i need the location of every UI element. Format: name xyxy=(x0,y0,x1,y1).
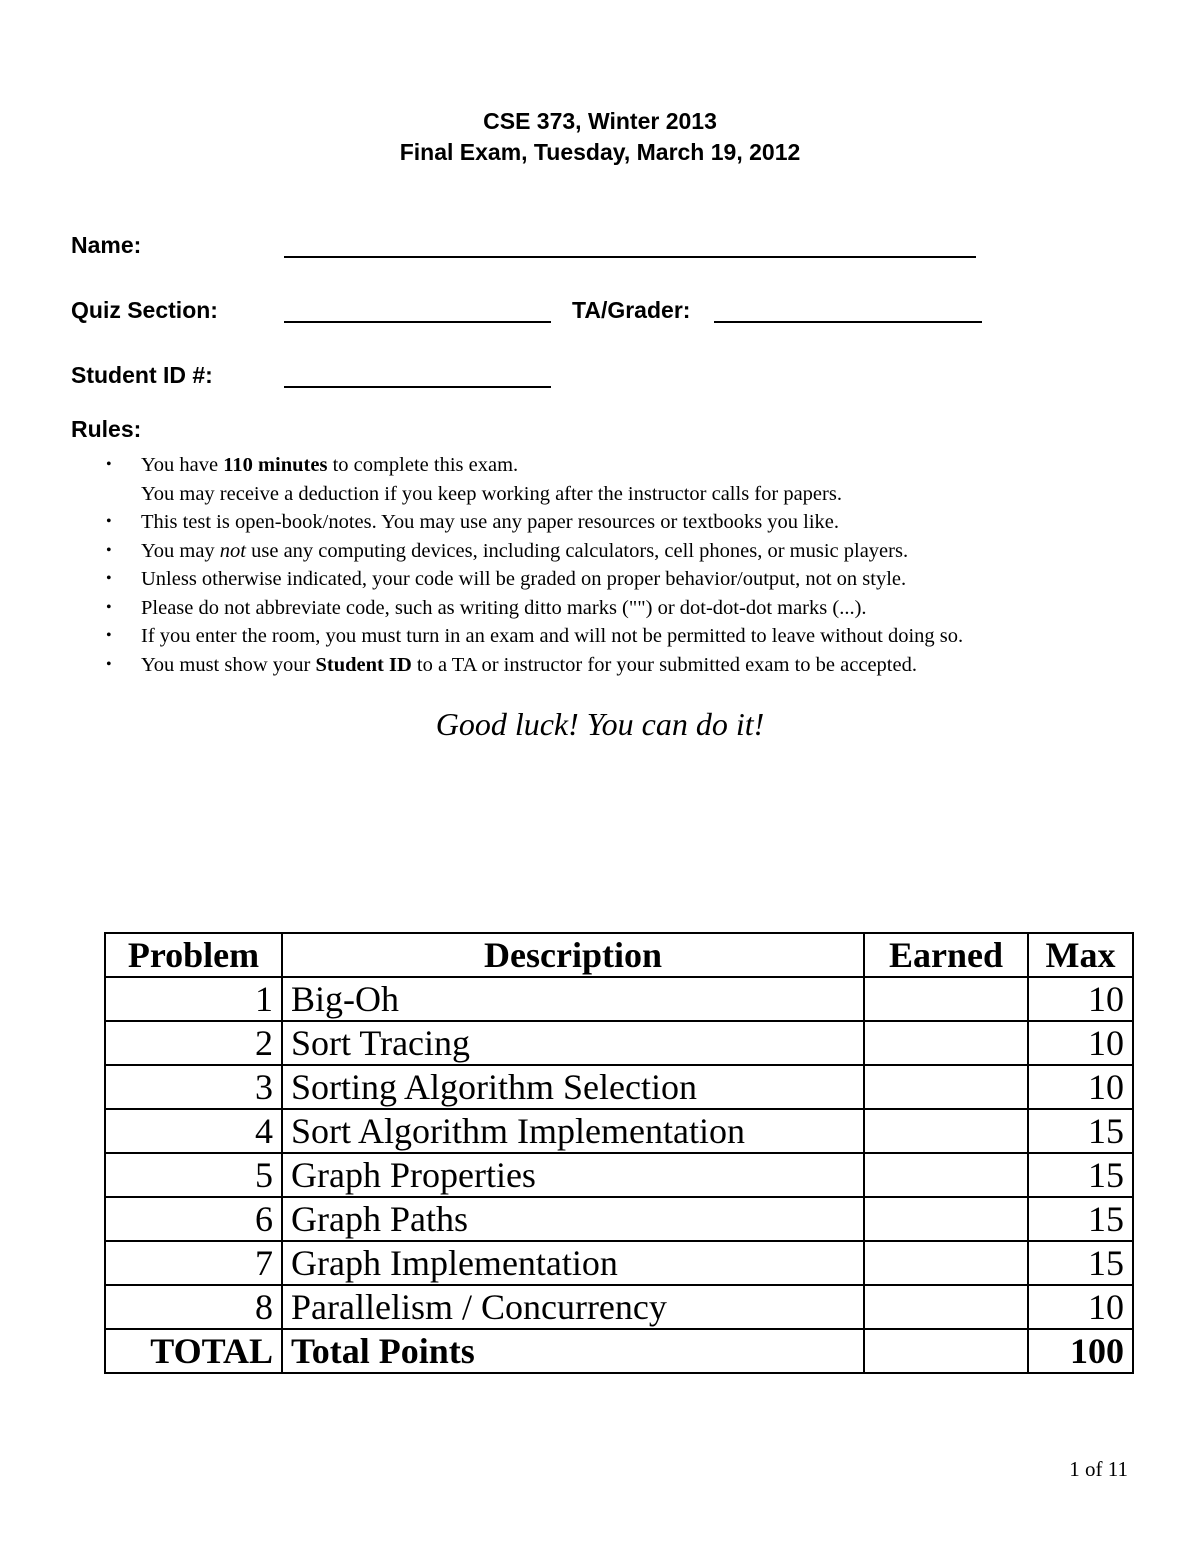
rule-item: • Unless otherwise indicated, your code will be graded on proper behavior/output, not on style. xyxy=(104,565,1164,594)
problem-description: Graph Implementation xyxy=(282,1241,864,1285)
earned-cell[interactable] xyxy=(864,977,1028,1021)
problem-number: 2 xyxy=(105,1021,282,1065)
rule-item: • Please do not abbreviate code, such as writing ditto marks ("") or dot-dot-dot marks (...). xyxy=(104,594,1164,623)
header-earned: Earned xyxy=(864,933,1028,977)
earned-cell[interactable] xyxy=(864,1153,1028,1197)
problem-number: 5 xyxy=(105,1153,282,1197)
bullet-icon: • xyxy=(106,627,112,644)
header-description: Description xyxy=(282,933,864,977)
quiz-section-label: Quiz Section: xyxy=(71,297,218,323)
name-label: Name: xyxy=(71,232,142,258)
bullet-icon: • xyxy=(106,456,112,473)
score-table xyxy=(104,932,1134,1374)
problem-number: 8 xyxy=(105,1285,282,1329)
rule-item: • You have 110 minutes to complete this exam. You may receive a deduction if you keep working after the instructor calls for papers. xyxy=(104,451,1164,508)
bullet-icon: • xyxy=(106,513,112,530)
problem-number: 4 xyxy=(105,1109,282,1153)
rule-item: • You may not use any computing devices, including calculators, cell phones, or music players. xyxy=(104,537,1164,566)
problem-number: 3 xyxy=(105,1065,282,1109)
total-row xyxy=(105,1329,1133,1373)
total-earned-cell[interactable] xyxy=(864,1329,1028,1373)
max-points: 15 xyxy=(1028,1197,1133,1241)
max-points: 10 xyxy=(1028,1021,1133,1065)
earned-cell[interactable] xyxy=(864,1241,1028,1285)
table-row xyxy=(105,1197,1133,1241)
quiz-section-field[interactable] xyxy=(284,321,551,323)
earned-cell[interactable] xyxy=(864,1285,1028,1329)
header-max: Max xyxy=(1028,933,1133,977)
total-max-points: 100 xyxy=(1028,1329,1133,1373)
rule-item: • This test is open-book/notes. You may use any paper resources or textbooks you like. xyxy=(104,508,1164,537)
rules-heading: Rules: xyxy=(71,416,142,442)
table-row xyxy=(105,1065,1133,1109)
max-points: 10 xyxy=(1028,1285,1133,1329)
max-points: 15 xyxy=(1028,1109,1133,1153)
earned-cell[interactable] xyxy=(864,1197,1028,1241)
rules-list xyxy=(104,451,1164,679)
rule-item: • If you enter the room, you must turn in an exam and will not be permitted to leave without doing so. xyxy=(104,622,1164,651)
student-id-label: Student ID #: xyxy=(71,362,213,388)
bullet-icon: • xyxy=(106,541,112,559)
bullet-icon: • xyxy=(106,655,112,673)
course-title: CSE 373, Winter 2013 xyxy=(483,108,717,134)
ta-grader-field[interactable] xyxy=(714,321,982,323)
problem-description: Big-Oh xyxy=(282,977,864,1021)
bullet-icon: • xyxy=(106,570,112,587)
page-number: 1 of 11 xyxy=(1069,1457,1128,1481)
problem-description: Parallelism / Concurrency xyxy=(282,1285,864,1329)
table-row xyxy=(105,1285,1133,1329)
max-points: 15 xyxy=(1028,1153,1133,1197)
table-row xyxy=(105,977,1133,1021)
earned-cell[interactable] xyxy=(864,1065,1028,1109)
max-points: 10 xyxy=(1028,1065,1133,1109)
problem-description: Graph Properties xyxy=(282,1153,864,1197)
table-row xyxy=(105,1109,1133,1153)
ta-grader-label: TA/Grader: xyxy=(572,297,691,323)
table-row xyxy=(105,1241,1133,1285)
rule-subline: You may receive a deduction if you keep working after the instructor calls for papers. xyxy=(141,482,842,505)
good-luck-message: Good luck! You can do it! xyxy=(435,706,765,742)
max-points: 15 xyxy=(1028,1241,1133,1285)
rule-item: • You must show your Student ID to a TA or instructor for your submitted exam to be accepted. xyxy=(104,651,1164,680)
problem-description: Sorting Algorithm Selection xyxy=(282,1065,864,1109)
earned-cell[interactable] xyxy=(864,1021,1028,1065)
max-points: 10 xyxy=(1028,977,1133,1021)
problem-number: 6 xyxy=(105,1197,282,1241)
earned-cell[interactable] xyxy=(864,1109,1028,1153)
header-problem: Problem xyxy=(105,933,282,977)
student-id-field[interactable] xyxy=(284,386,551,388)
problem-description: Sort Algorithm Implementation xyxy=(282,1109,864,1153)
bullet-icon: • xyxy=(106,598,112,616)
exam-title: Final Exam, Tuesday, March 19, 2012 xyxy=(399,139,801,165)
table-row xyxy=(105,1153,1133,1197)
problem-description: Graph Paths xyxy=(282,1197,864,1241)
problem-description: Sort Tracing xyxy=(282,1021,864,1065)
problem-number: 7 xyxy=(105,1241,282,1285)
table-header-row xyxy=(105,933,1133,977)
name-field[interactable] xyxy=(284,256,976,258)
problem-number: 1 xyxy=(105,977,282,1021)
table-row xyxy=(105,1021,1133,1065)
total-description: Total Points xyxy=(282,1329,864,1373)
total-label: TOTAL xyxy=(105,1329,282,1373)
